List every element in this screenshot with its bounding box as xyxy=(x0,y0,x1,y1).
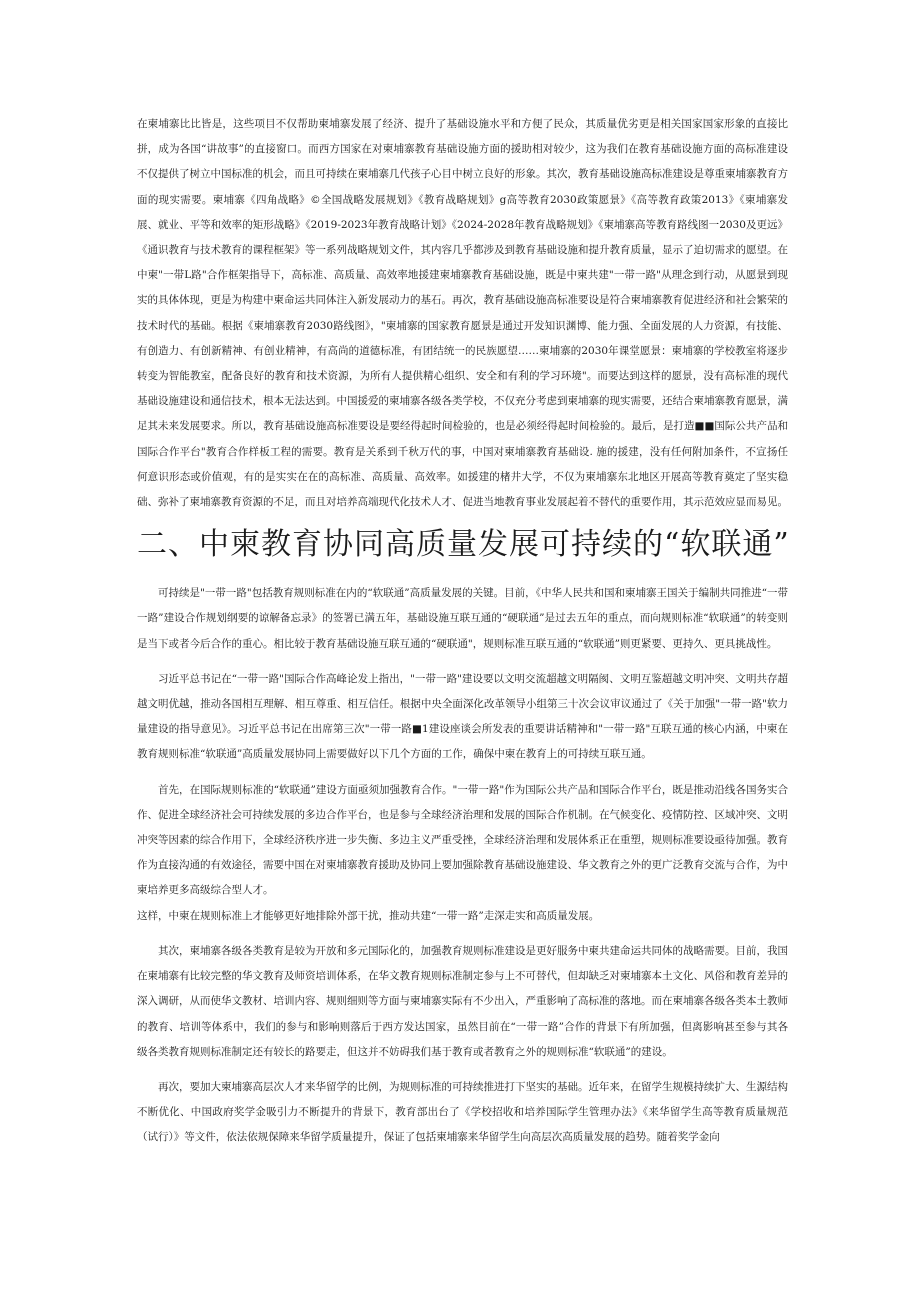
body-paragraph: 其次，柬埔寨各级各类教育是较为开放和多元国际化的，加强教育规则标准建设是更好服务中柬共建命运共同体的战略需要。目前，我国在柬埔寨有比较完整的华文教育及师资培训体系，在华文教育规则标准制定参与上不可替代，但却缺乏对柬埔寨本土文化、风俗和教育差异的深入调研，从而使华文教材、培训内容、规则细则等方面与柬埔寨实际有不少出入，严重影响了高标准的落地。而在柬埔寨各级各类本土教师的教育、培训等体系中，我们的参与和影响则落后于西方发达国家，虽然目前在“一带一路”合作的背景下有所加强，但离影响甚至参与其各级各类教育规则标准制定还有较长的路要走，但这并不妨碍我们基于教育或者教育之外的规则标准“软联通”的建设。 xyxy=(137,944,788,1058)
body-paragraph: 首先，在国际规则标准的“软联通”建设方面亟须加强教育合作。"一带一路"作为国际公共产品和国际合作平台，既是推动沿线各国务实合作、促进全球经济社会可持续发展的多边合作平台，也是参与全球经济治理和发展的国际合作机制。在气候变化、疫情防控、区域冲突、文明冲突等因素的综合作用下，全球经济秩序进一步失衡、多边主义严重受挫，全球经济治理和发展体系正在重塑，规则标准要设亟待加强。教育作为直接沟通的有效途径，需要中国在对柬埔寨教育援助及协同上要加强除教育基础设施建设、华文教育之外的更广泛教育交流与合作，为中柬培养更多高级综合型人才。 xyxy=(137,783,788,897)
document-page xyxy=(137,112,788,1161)
continuation-line: 这样，中柬在规则标准上才能够更好地排除外部干扰，推动共建“一带一路”走深走实和高质量发展。 xyxy=(137,909,600,922)
body-paragraph: 习近平总书记在“一带一路"国际合作高峰论发上指出，"一带一路"建设要以文明交流超越文明隔阂、文明互鉴超越文明冲突、文明共存超越文明优越，推动各国相互理解、相互尊重、相互信任。根据中央全面深化改革领导小组第三十次会议审议通过了《关于加强"一带一路"软力量建设的指导意见》。习近平总书记在出席第三次"一带一路■1建设座谈会所发表的重要讲话精神和"一带一路"互联互通的核心内涵，中柬在教育规则标准“软联通”高质量发展协同上需要做好以下几个方面的工作，确保中柬在教育上的可持续互联互通。 xyxy=(137,672,788,761)
body-paragraph: 可持续是"一带一路"包括教育规则标准在内的“软联通”高质量发展的关键。目前，《中华人民共和国和柬埔寨王国关于编制共同推进“一带一路”建设合作规划纲要的谅解备忘录》的签署已满五年，基础设施互联互通的“硬联通”是过去五年的重点，而向规则标准“软联通”的转变则是当下或者今后合作的重心。相比较于教育基础设施互联互通的“硬联通"，规则标准互联互通的“软联通”则更紧要、更持久、更具挑战性。 xyxy=(137,587,788,650)
section-heading: 二、中柬教育协同高质量发展可持续的“软联通” xyxy=(137,527,790,563)
body-paragraph: 再次，要加大柬埔寨高层次人才来华留学的比例，为规则标准的可持续推进打下坚实的基础。近年来，在留学生规模持续扩大、生源结构不断优化、中国政府奖学金吸引力不断提升的背景下，教育部出台了《学校招收和培养国际学生管理办法》《来华留学生高等教育质量规范（试行）》等文件，依法依规保障来华留学质量提升，保证了包括柬埔寨来华留学生向高层次高质量发展的趋势。随着奖学金向 xyxy=(137,1080,788,1144)
intro-paragraph: 在柬埔寨比比皆是，这些项目不仅帮助柬埔寨发展了经济、提升了基础设施水平和方便了民众，其质量优劣更是相关国家国家形象的直接比拼，成为各国“讲故事”的直接窗口。而西方国家在对柬埔寨教育基础设施方面的援助相对较少，这为我们在教育基础设施方面的高标准建设不仅提供了树立中国标准的机会，而且可持续在柬埔寨几代孩子心目中树立良好的形象。其次，教育基础设施高标准建设是尊重柬埔寨教育方面的现实需要。柬埔寨《四角战略》©全国战略发展规划》《教育战略规划》g高等教育2030政策愿景》《高等教育政策2013》《柬埔寨发展、就业、平等和效率的矩形战略》《2019-2023年教育战略计划》《2024-2028年教育战略规划》《柬埔寨高等教育路线图一2030及更远》《通识教育与技术教育的课程框架》等一系列战略规划文件，其内容几乎都涉及到教育基础设施和提升教育质量，显示了迫切需求的愿望。在中柬"一带L路"合作框架指导下，高标准、高质量、高效率地援建柬埔寨教育基础设施，既是中柬共建"一带一路"从理念到行动，从愿景到现实的具体体现，更是为构建中柬命运共同体注入新发展动力的基石。再次，教育基础设施高标准要设是符合柬埔寨教育促进经济和社会繁荣的技术时代的基础。根据《柬埔寨教育2030路线图》，"柬埔寨的国家教育愿景是通过开发知识渊博、能力强、全面发展的人力资源，有技能、有创造力、有创新精神、有创业精神，有高尚的道德标准，有团结统一的民族愿望……柬埔寨的2030年课堂愿景：柬埔寨的学校教室将逐步转变为智能教室，配备良好的教育和技术资源，为所有人提供精心组织、安全和有利的学习环境"。而要达到这样的愿景，没有高标准的现代基础设施建设和通信技术，根本无法达到。中国援爱的柬埔寨各级各类学校，不仅充分考虑到柬埔寨的现实需要，还结合柬埔寨教育愿景，满足其未来发展要求。所以，教育基础设施高标准要设是要经得起时间检验的，也是必须经得起时间检验的。最后，是打造■■国际公共产品和国际合作平台"教育合作样板工程的需要。教育是关系到千秋万代的事，中国对柬埔寨教育基础设. 施的援建，没有任何附加条件，不宣扬任何意识形态或价值观，有的是实实在在的高标准、高质量、高效率。如援建的楮井大学，不仅为柬埔寨东北地区开展高等教育奠定了坚实稳础、弥补了柬埔寨教育资源的不足，而且对培养高端现代化技术人才、促进当地教育事业发展起着不替代的重要作用，其示范效应显而易见。 xyxy=(137,118,788,509)
